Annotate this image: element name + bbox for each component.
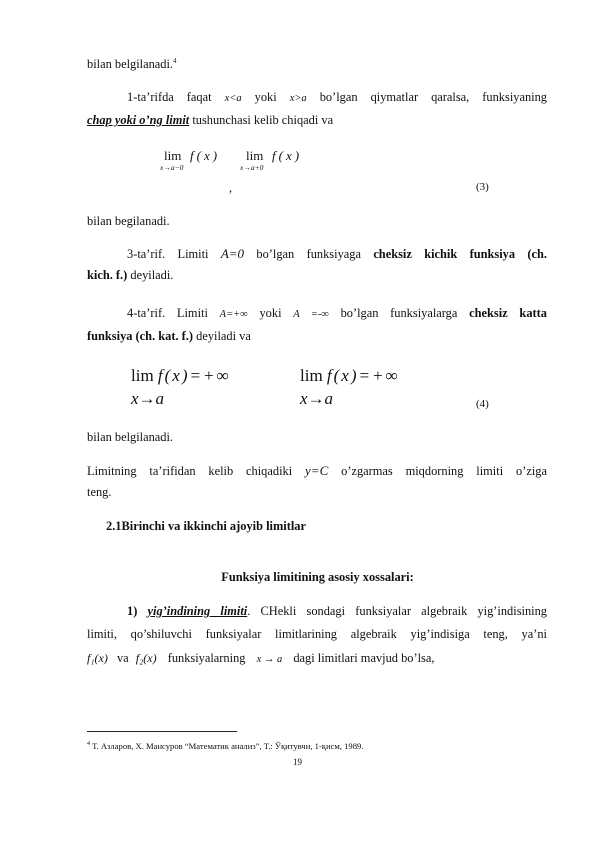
- math-f1-of-x: f₁(x): [87, 651, 108, 665]
- subsection-heading: Funksiya limitining asosiy xossalari:: [221, 570, 414, 584]
- property-1-line-2: limiti, qo’shiluvchi funksiyalar limitlarining algebraik yig’indisiga teng, ya’ni: [87, 627, 547, 641]
- def4-term-b: funksiya (ch. kat. f.): [87, 329, 194, 343]
- page-number: 19: [293, 757, 302, 767]
- def4-term-a: cheksiz katta: [469, 306, 547, 320]
- footnote-text: Т. Азларов, Х. Мансуров “Математик анализ”, Т.: Ўқитувчи, 1-қисм, 1989.: [90, 741, 364, 751]
- eq3-right-lim: [246, 148, 263, 163]
- equation-number-3: (3): [476, 181, 489, 193]
- definition-4-line-1: [87, 306, 547, 322]
- paragraph-constant-limit-line-1: [87, 463, 547, 479]
- def1-text-a: 1-ta’rifda faqat: [127, 90, 212, 104]
- def3-term-b: kich. f.): [87, 268, 128, 282]
- eq4-right-function: f(x)=+∞: [326, 366, 400, 385]
- lim-operator: lim: [300, 366, 323, 385]
- footnote: [87, 741, 363, 751]
- one-sided-limit-term: chap yoki o’ng limit: [87, 113, 190, 127]
- paragraph-intro: [87, 54, 177, 72]
- def1-text-b: bo’lgan qiymatlar qaralsa, funksiyaning: [319, 90, 547, 104]
- sum-limit-term: yig’indining limiti: [147, 604, 248, 618]
- property-1-line-3: [87, 651, 434, 667]
- math-x-less-a: x<a: [224, 93, 242, 104]
- eq4-right-top: [300, 366, 400, 386]
- math-x-greater-a: x>a: [289, 93, 307, 104]
- eq4-left-function: f(x)=+∞: [157, 366, 231, 385]
- footnote-separator: [87, 731, 237, 732]
- def1-text-c: tushunchasi kelib chiqadi va: [189, 113, 334, 127]
- definition-3-line-1: [87, 246, 547, 262]
- def4-text-yoki: yoki: [259, 306, 282, 320]
- math-x-to-a: x → a: [256, 654, 283, 665]
- eq4-right-subscript: x→a: [300, 389, 334, 408]
- p5-text-a: Limitning ta’rifidan kelib chiqadiki: [87, 464, 293, 478]
- paragraph-belgilanadi: bilan belgilanadi.: [87, 430, 174, 444]
- def4-text-b: bo’lgan funksiyalarga: [340, 306, 458, 320]
- def1-text-yoki: yoki: [254, 90, 277, 104]
- intro-text: bilan belgilanadi.: [87, 57, 174, 72]
- def3-term-a: cheksiz kichik funksiya (ch.: [373, 247, 547, 261]
- paragraph-begilanadi: bilan begilanadi.: [87, 214, 170, 228]
- footnote-number: 4: [87, 741, 90, 748]
- definition-1-line-2: [87, 113, 333, 128]
- eq3-left-lim: [164, 148, 181, 163]
- p5-text-b: o’zgarmas miqdorning limiti o’ziga: [341, 464, 547, 478]
- definition-4-line-2: [87, 329, 251, 344]
- lim-operator: lim: [164, 148, 182, 163]
- def3-text-c: deyiladi.: [127, 268, 174, 282]
- lim-operator: lim: [131, 366, 154, 385]
- eq3-left-subscript: x→a−0: [160, 163, 184, 172]
- def4-text-a: 4-ta’rif. Limiti: [127, 306, 208, 320]
- def3-text-b: bo’lgan funksiyaga: [256, 247, 361, 261]
- eq3-comma: ,: [229, 181, 233, 195]
- math-a-minus-infinity: A =-∞: [293, 309, 329, 320]
- eq3-right-function: f(x): [272, 148, 303, 163]
- prop1-text-va: va: [116, 651, 129, 665]
- lim-operator: lim: [246, 148, 264, 163]
- footnote-marker: 4: [173, 57, 177, 65]
- math-a-equals-0: A=0: [220, 246, 245, 261]
- math-f2-of-x: f₂(x): [135, 651, 157, 665]
- math-y-equals-c: y=C: [305, 463, 329, 478]
- eq4-left-subscript: x→a: [131, 389, 165, 408]
- definition-1-line-1: [87, 90, 547, 106]
- prop1-text-c: dagi limitlari mavjud bo’lsa,: [293, 651, 435, 665]
- prop1-text-a: . CHekli sondagi funksiyalar algebraik yig’indisining: [247, 604, 547, 618]
- math-a-plus-infinity: A=+∞: [219, 309, 248, 320]
- paragraph-constant-limit-line-2: teng.: [87, 485, 112, 499]
- prop1-text-b: funksiyalarning: [167, 651, 246, 665]
- eq4-left-top: [131, 366, 231, 386]
- eq3-left-function: f(x): [190, 148, 221, 163]
- property-1-line-1: [87, 604, 547, 619]
- section-heading: 2.1Birinchi va ikkinchi ajoyib limitlar: [106, 519, 306, 533]
- equation-number-4: (4): [476, 398, 489, 410]
- def3-text-a: 3-ta’rif. Limiti: [127, 247, 209, 261]
- definition-3-line-2: [87, 268, 173, 283]
- def4-text-c: deyiladi va: [193, 329, 251, 343]
- eq3-right-subscript: x→a+0: [240, 163, 264, 172]
- property-number: 1): [127, 604, 138, 618]
